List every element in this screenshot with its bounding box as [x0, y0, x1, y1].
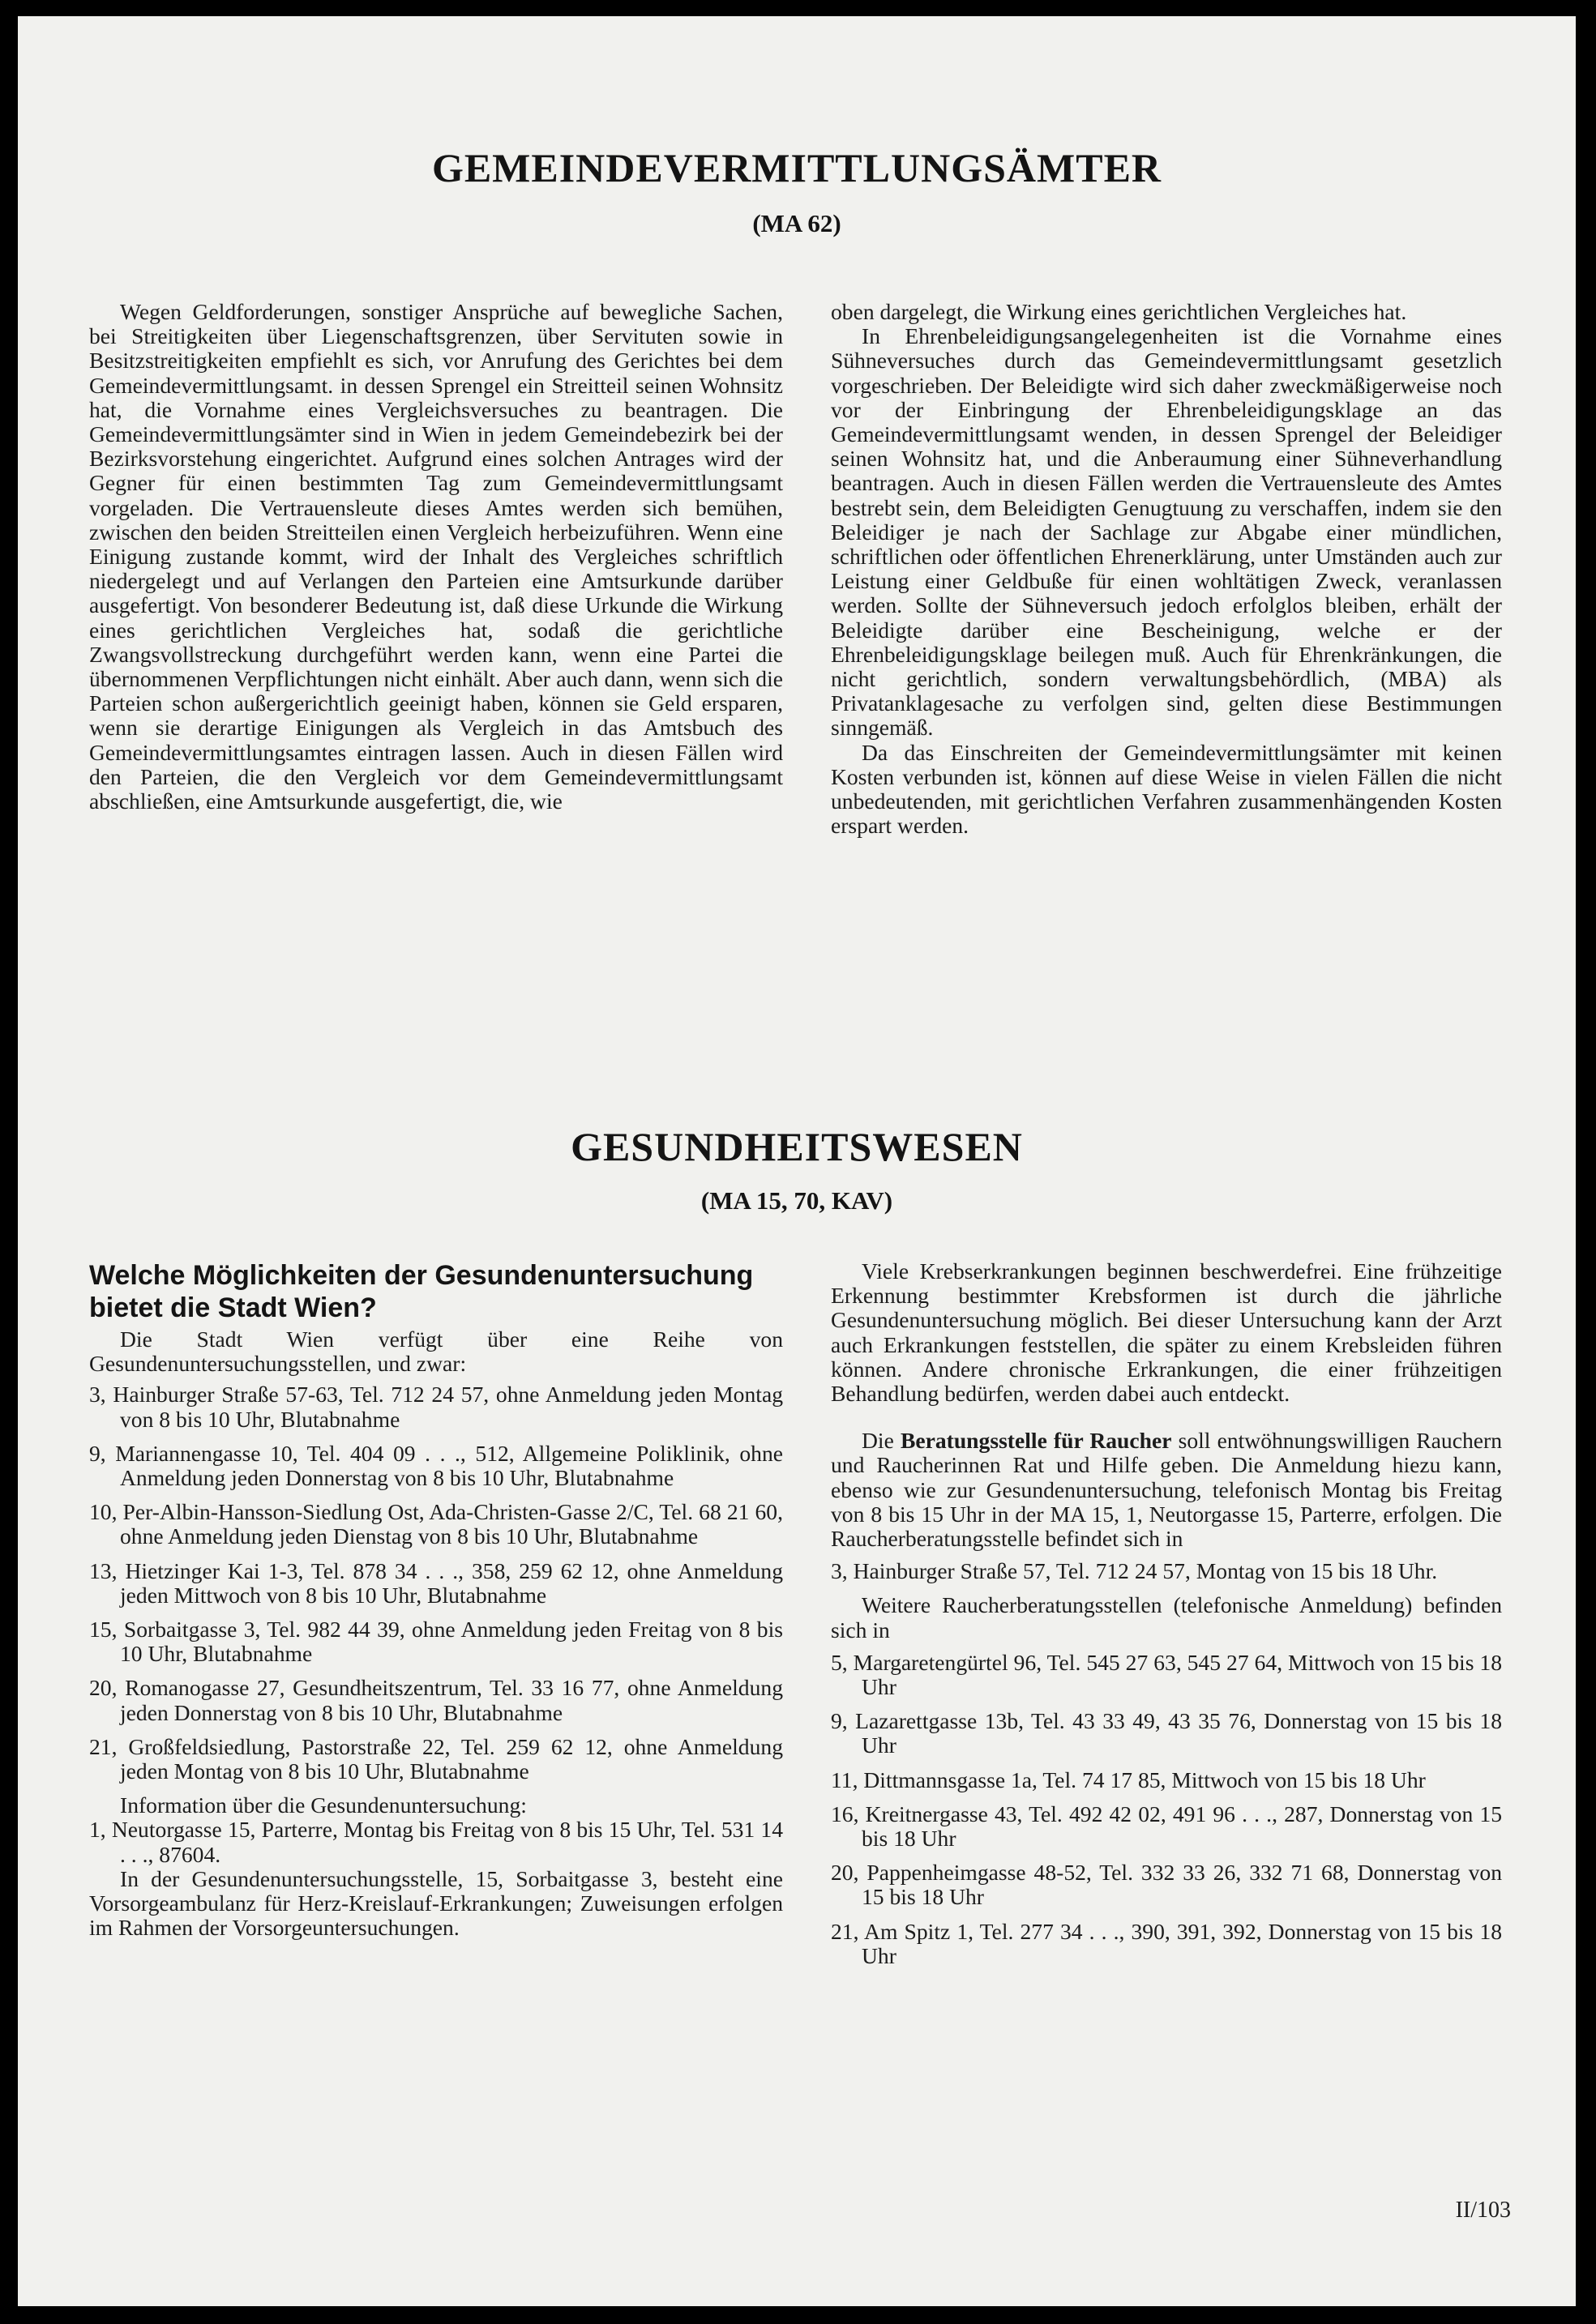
raucher-location-item: 21, Am Spitz 1, Tel. 277 34 . . ., 390, 391, 392, Donnerstag von 15 bis 18 Uhr: [831, 1918, 1502, 1968]
location-item: 9, Mariannengasse 10, Tel. 404 09 . . ., 512, Allgemeine Poliklinik, ohne Anmeldung jeden Donnerstag von 8 bis 10 Uhr, Blutabnahme: [89, 1440, 783, 1491]
paragraph: In Ehrenbeleidigungsangelegenheiten ist die Vornahme eines Sühneversuches durch das Gemeindevermittlungsamt gesetzlich vorgeschrieben. Der Beleidigte wird sich daher zweckmäßigerweise noch vor der Einbringung der Ehrenbeleidigungsklage an das Gemeindevermittlungsamt wenden, in dessen Sprengel der Beleidiger seinen Wohnsitz hat, und die Anberaumung einer Sühneverhandlung beantragen. Auch in diesen Fällen werden die Vertrauensleute des Amtes bestrebt sein, dem Beleidigten Genugtuung zu verschaffen, indem sie den Beleidiger je nach der Sachlage zur Abgabe einer mündlichen, schriftlichen oder öffentlichen Ehrenerklärung, unter Umständen auch zur Leistung einer Geldbuße für einen wohltätigen Zweck, veranlassen werden. Sollte der Sühneversuch jedoch erfolglos bleiben, erhält der Beleidigte darüber eine Bescheinigung, welche er der Ehrenbeleidigungsklage beilegen muß. Auch für Ehrenkränkungen, die nicht gerichtlich, sondern verwaltungsbehördlich, (MBA) als Privatanklagesache zu verfolgen sind, gelten diese Bestimmungen sinngemäß.: [831, 323, 1502, 741]
paragraph-raucher: [831, 1429, 1502, 1551]
raucher-location-item: 3, Hainburger Straße 57, Tel. 712 24 57, Montag von 15 bis 18 Uhr.: [831, 1558, 1438, 1584]
section-title-gemeindevermittlungsaemter: GEMEINDEVERMITTLUNGSÄMTER: [431, 145, 1162, 190]
paragraph: Da das Einschreiten der Gemeindevermittlungsämter mit keinen Kosten verbunden ist, können auf diese Weise in vielen Fällen die nicht unbedeutenden, mit gerichtlichen Verfahren zusammenhängenden Kosten erspart werden.: [831, 739, 1502, 839]
paragraph: oben dargelegt, die Wirkung eines gerichtlichen Vergleiches hat.: [831, 299, 1407, 324]
location-item: 3, Hainburger Straße 57-63, Tel. 712 24 57, ohne Anmeldung jeden Montag von 8 bis 10 Uhr, Blutabnahme: [89, 1382, 783, 1432]
section-title-gesundheitswesen: GESUNDHEITSWESEN: [571, 1124, 1023, 1169]
location-item: 21, Großfeldsiedlung, Pastorstraße 22, Tel. 259 62 12, ohne Anmeldung jeden Montag von 8 bis 10 Uhr, Blutabnahme: [89, 1733, 783, 1784]
paragraph: Die Stadt Wien verfügt über eine Reihe von Gesundenuntersuchungsstellen, und zwar:: [89, 1326, 783, 1377]
location-item: 20, Romanogasse 27, Gesundheitszentrum, Tel. 33 16 77, ohne Anmeldung jeden Donnerstag von 8 bis 10 Uhr, Blutabnahme: [89, 1675, 783, 1725]
text: Die: [862, 1428, 894, 1454]
column-gesundheit-right: [831, 1259, 1502, 1978]
column-gesundheit-left: [89, 1259, 783, 1940]
info-item: 1, Neutorgasse 15, Parterre, Montag bis Freitag von 8 bis 15 Uhr, Tel. 531 14 . . ., 87604.: [89, 1817, 783, 1867]
location-item: 10, Per-Albin-Hansson-Siedlung Ost, Ada-Christen-Gasse 2/C, Tel. 68 21 60, ohne Anmeldung jeden Dienstag von 8 bis 10 Uhr, Blutabnahme: [89, 1499, 783, 1549]
paragraph-vorsorge: In der Gesundenuntersuchungsstelle, 15, Sorbaitgasse 3, besteht eine Vorsorgeambulanz für Herz-Kreislauf-Erkrankungen; Zuweisungen erfolgen im Rahmen der Vorsorgeuntersuchungen.: [89, 1865, 783, 1941]
raucher-location-item: 9, Lazarettgasse 13b, Tel. 43 33 49, 43 35 76, Donnerstag von 15 bis 18 Uhr: [831, 1708, 1502, 1758]
raucher-location-item: 11, Dittmannsgasse 1a, Tel. 74 17 85, Mittwoch von 15 bis 18 Uhr: [831, 1766, 1426, 1792]
raucher-location-item: 20, Pappenheimgasse 48-52, Tel. 332 33 26, 332 71 68, Donnerstag von 15 bis 18 Uhr: [831, 1860, 1502, 1910]
info-label: Information über die Gesundenuntersuchung:: [120, 1792, 527, 1818]
location-item: 13, Hietzinger Kai 1-3, Tel. 878 34 . . ., 358, 259 62 12, ohne Anmeldung jeden Mittwoch von 8 bis 10 Uhr, Blutabnahme: [89, 1557, 783, 1608]
paragraph: Weitere Raucherberatungsstellen (telefonische Anmeldung) befinden sich in: [831, 1592, 1502, 1643]
page-number: II/103: [1455, 2198, 1511, 2223]
location-item: 15, Sorbaitgasse 3, Tel. 982 44 39, ohne Anmeldung jeden Freitag von 8 bis 10 Uhr, Blutabnahme: [89, 1617, 783, 1667]
column-gemeindevermittlung-left: [89, 300, 783, 814]
bold-term: Beratungsstelle für Raucher: [900, 1428, 1172, 1454]
paragraph-krebs: Viele Krebserkrankungen beginnen beschwerdefrei. Eine frühzeitige Erkennung bestimmter Krebsformen ist durch die jährliche Gesundenuntersuchung möglich. Bei dieser Untersuchung kann der Arzt auch Erkrankungen feststellen, die später zu einem Krebsleiden führen können. Andere chronische Erkrankungen, die einer frühzeitigen Behandlung bedürfen, werden dabei auch entdeckt.: [831, 1258, 1502, 1407]
paragraph: Wegen Geldforderungen, sonstiger Ansprüche auf bewegliche Sachen, bei Streitigkeiten über Liegenschaftsgrenzen, über Servituten sowie in Besitzstreitigkeiten empfiehlt es sich, vor Anrufung des Gerichtes bei dem Gemeindevermittlungsamt. in dessen Sprengel ein Streitteil seinen Wohnsitz hat, die Vornahme eines Vergleichsversuches zu beantragen. Die Gemeindevermittlungsämter sind in Wien in jedem Gemeindebezirk bei der Bezirksvorstehung eingerichtet. Aufgrund eines solchen Antrages wird der Gegner für einen bestimmten Tag zum Gemeindevermittlungsamt vorgeladen. Die Vertrauensleute dieses Amtes werden sich bemühen, zwischen den beiden Streitteilen einen Vergleich herbeizuführen. Wenn eine Einigung zustande kommt, wird der Inhalt des Vergleiches schriftlich niedergelegt und auf Verlangen den Parteien eine Amtsurkunde darüber ausgefertigt. Von besonderer Bedeutung ist, daß diese Urkunde die Wirkung eines gerichtlichen Vergleiches hat, sodaß die gerichtliche Zwangsvollstreckung durchgeführt werden kann, wenn eine Partei die übernommenen Verpflichtungen nicht einhält. Aber auch dann, wenn sich die Parteien schon außergerichtlich geeinigt haben, können sie Geld ersparen, wenn sie derartige Einigungen als Vergleich in das Amtsbuch des Gemeindevermittlungsamtes eintragen lassen. Auch in diesen Fällen wird den Parteien, die den Vergleich vor dem Gemeindevermittlungsamt abschließen, eine Amtsurkunde ausgefertigt, die, wie: [89, 299, 783, 814]
raucher-location-item: 16, Kreitnergasse 43, Tel. 492 42 02, 491 96 . . ., 287, Donnerstag von 15 bis 18 Uhr: [831, 1801, 1502, 1852]
question-heading: Welche Möglichkeiten der Gesundenuntersuchung bietet die Stadt Wien?: [89, 1260, 754, 1323]
raucher-location-item: 5, Margaretengürtel 96, Tel. 545 27 63, 545 27 64, Mittwoch von 15 bis 18 Uhr: [831, 1649, 1502, 1700]
document-page: [18, 16, 1576, 2306]
column-gemeindevermittlung-right: [831, 300, 1502, 838]
section-subtitle-ma62: (MA 62): [752, 209, 841, 237]
text: soll entwöhnungswilligen Rauchern und Raucherinnen Rat und Hilfe geben. Die Anmeldung hiezu kann, ebenso wie zur Gesundenuntersuchung, telefonisch Montag bis Freitag von 8 bis 15 Uhr in der MA 15, 1, Neutorgasse 15, Parterre, erfolgen. Die Raucherberatungsstelle befindet sich in: [831, 1428, 1502, 1552]
section-subtitle-ma15: (MA 15, 70, KAV): [700, 1186, 893, 1215]
